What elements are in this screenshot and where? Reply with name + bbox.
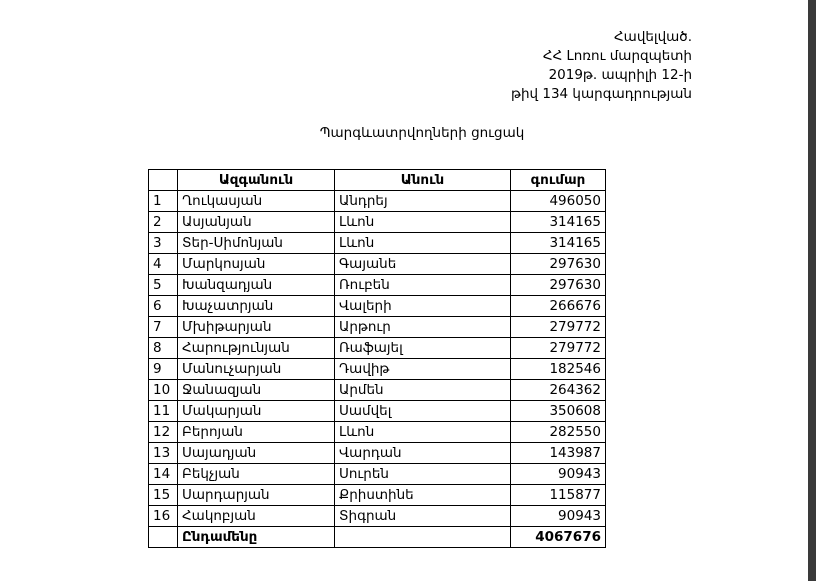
header-surname: Ազգանուն bbox=[178, 170, 335, 191]
table-row bbox=[149, 191, 606, 212]
row-amount: 279772 bbox=[511, 317, 606, 338]
row-amount: 314165 bbox=[511, 233, 606, 254]
row-name: Գայանե bbox=[335, 254, 511, 275]
row-number: 7 bbox=[149, 317, 178, 338]
table-row bbox=[149, 401, 606, 422]
row-amount: 282550 bbox=[511, 422, 606, 443]
total-row bbox=[149, 527, 606, 548]
approval-line: 2019թ. ապրիլի 12-ի bbox=[548, 67, 692, 83]
table-row bbox=[149, 422, 606, 443]
row-surname: Սարդարյան bbox=[178, 485, 335, 506]
table-row bbox=[149, 212, 606, 233]
row-name: Դավիթ bbox=[335, 359, 511, 380]
row-name: Տիգրան bbox=[335, 506, 511, 527]
row-amount: 182546 bbox=[511, 359, 606, 380]
list-title: Պարգևատրվողների ցուցակ bbox=[319, 125, 525, 141]
header-name: Անուն bbox=[335, 170, 511, 191]
row-surname: Ասյանյան bbox=[178, 212, 335, 233]
approval-line: ՀՀ Լոռու մարզպետի bbox=[542, 48, 692, 64]
row-amount: 297630 bbox=[511, 275, 606, 296]
table-row bbox=[149, 380, 606, 401]
row-name: Լևոն bbox=[335, 212, 511, 233]
row-name: Ռաֆայել bbox=[335, 338, 511, 359]
total-empty-cell bbox=[335, 527, 511, 548]
row-surname: Բերոյան bbox=[178, 422, 335, 443]
approval-block bbox=[430, 28, 692, 104]
row-surname: Խանզադյան bbox=[178, 275, 335, 296]
row-surname: Մխիթարյան bbox=[178, 317, 335, 338]
row-amount: 90943 bbox=[511, 506, 606, 527]
table-row bbox=[149, 317, 606, 338]
row-amount: 297630 bbox=[511, 254, 606, 275]
row-number: 2 bbox=[149, 212, 178, 233]
header-number bbox=[149, 170, 178, 191]
row-surname: Մանուչարյան bbox=[178, 359, 335, 380]
row-name: Սամվել bbox=[335, 401, 511, 422]
awardees-table bbox=[148, 169, 606, 548]
row-name: Սուրեն bbox=[335, 464, 511, 485]
table-row bbox=[149, 275, 606, 296]
row-number: 4 bbox=[149, 254, 178, 275]
row-name: Ռուբեն bbox=[335, 275, 511, 296]
row-surname: Խաչատրյան bbox=[178, 296, 335, 317]
row-surname: Մարկոսյան bbox=[178, 254, 335, 275]
row-surname: Հարությունյան bbox=[178, 338, 335, 359]
row-number: 11 bbox=[149, 401, 178, 422]
approval-line: Հավելված. bbox=[614, 29, 692, 45]
row-number: 12 bbox=[149, 422, 178, 443]
table-row bbox=[149, 359, 606, 380]
row-surname: Ղուկասյան bbox=[178, 191, 335, 212]
table-header-row bbox=[149, 170, 606, 191]
table-row bbox=[149, 443, 606, 464]
row-name: Արթուր bbox=[335, 317, 511, 338]
row-number: 13 bbox=[149, 443, 178, 464]
header-amount: գումար bbox=[511, 170, 606, 191]
table-row bbox=[149, 506, 606, 527]
row-amount: 143987 bbox=[511, 443, 606, 464]
total-amount: 4067676 bbox=[511, 527, 606, 548]
row-surname: Բեկչյան bbox=[178, 464, 335, 485]
row-name: Անդրեյ bbox=[335, 191, 511, 212]
row-surname: Ջանազյան bbox=[178, 380, 335, 401]
row-amount: 90943 bbox=[511, 464, 606, 485]
row-name: Վարդան bbox=[335, 443, 511, 464]
table-row bbox=[149, 254, 606, 275]
row-number: 8 bbox=[149, 338, 178, 359]
row-surname: Սայադյան bbox=[178, 443, 335, 464]
row-surname: Տեր-Սիմոնյան bbox=[178, 233, 335, 254]
row-number: 5 bbox=[149, 275, 178, 296]
row-amount: 496050 bbox=[511, 191, 606, 212]
row-number: 6 bbox=[149, 296, 178, 317]
row-amount: 350608 bbox=[511, 401, 606, 422]
row-number: 15 bbox=[149, 485, 178, 506]
row-number: 16 bbox=[149, 506, 178, 527]
row-number: 3 bbox=[149, 233, 178, 254]
row-name: Լևոն bbox=[335, 233, 511, 254]
table-row bbox=[149, 485, 606, 506]
table-row bbox=[149, 464, 606, 485]
row-number: 1 bbox=[149, 191, 178, 212]
row-amount: 115877 bbox=[511, 485, 606, 506]
table-body bbox=[149, 191, 606, 527]
row-name: Լևոն bbox=[335, 422, 511, 443]
row-surname: Մակարյան bbox=[178, 401, 335, 422]
row-number: 9 bbox=[149, 359, 178, 380]
table-row bbox=[149, 338, 606, 359]
total-number-cell bbox=[149, 527, 178, 548]
row-name: Վալերի bbox=[335, 296, 511, 317]
table-row bbox=[149, 233, 606, 254]
row-amount: 279772 bbox=[511, 338, 606, 359]
row-number: 14 bbox=[149, 464, 178, 485]
row-amount: 264362 bbox=[511, 380, 606, 401]
total-label: Ընդամենը bbox=[178, 527, 335, 548]
row-name: Արմեն bbox=[335, 380, 511, 401]
row-number: 10 bbox=[149, 380, 178, 401]
row-amount: 266676 bbox=[511, 296, 606, 317]
row-amount: 314165 bbox=[511, 212, 606, 233]
row-name: Քրիստինե bbox=[335, 485, 511, 506]
table-row bbox=[149, 296, 606, 317]
page-edge bbox=[808, 0, 816, 581]
row-surname: Հակոբյան bbox=[178, 506, 335, 527]
approval-line: թիվ 134 կարգադրության bbox=[511, 86, 692, 102]
